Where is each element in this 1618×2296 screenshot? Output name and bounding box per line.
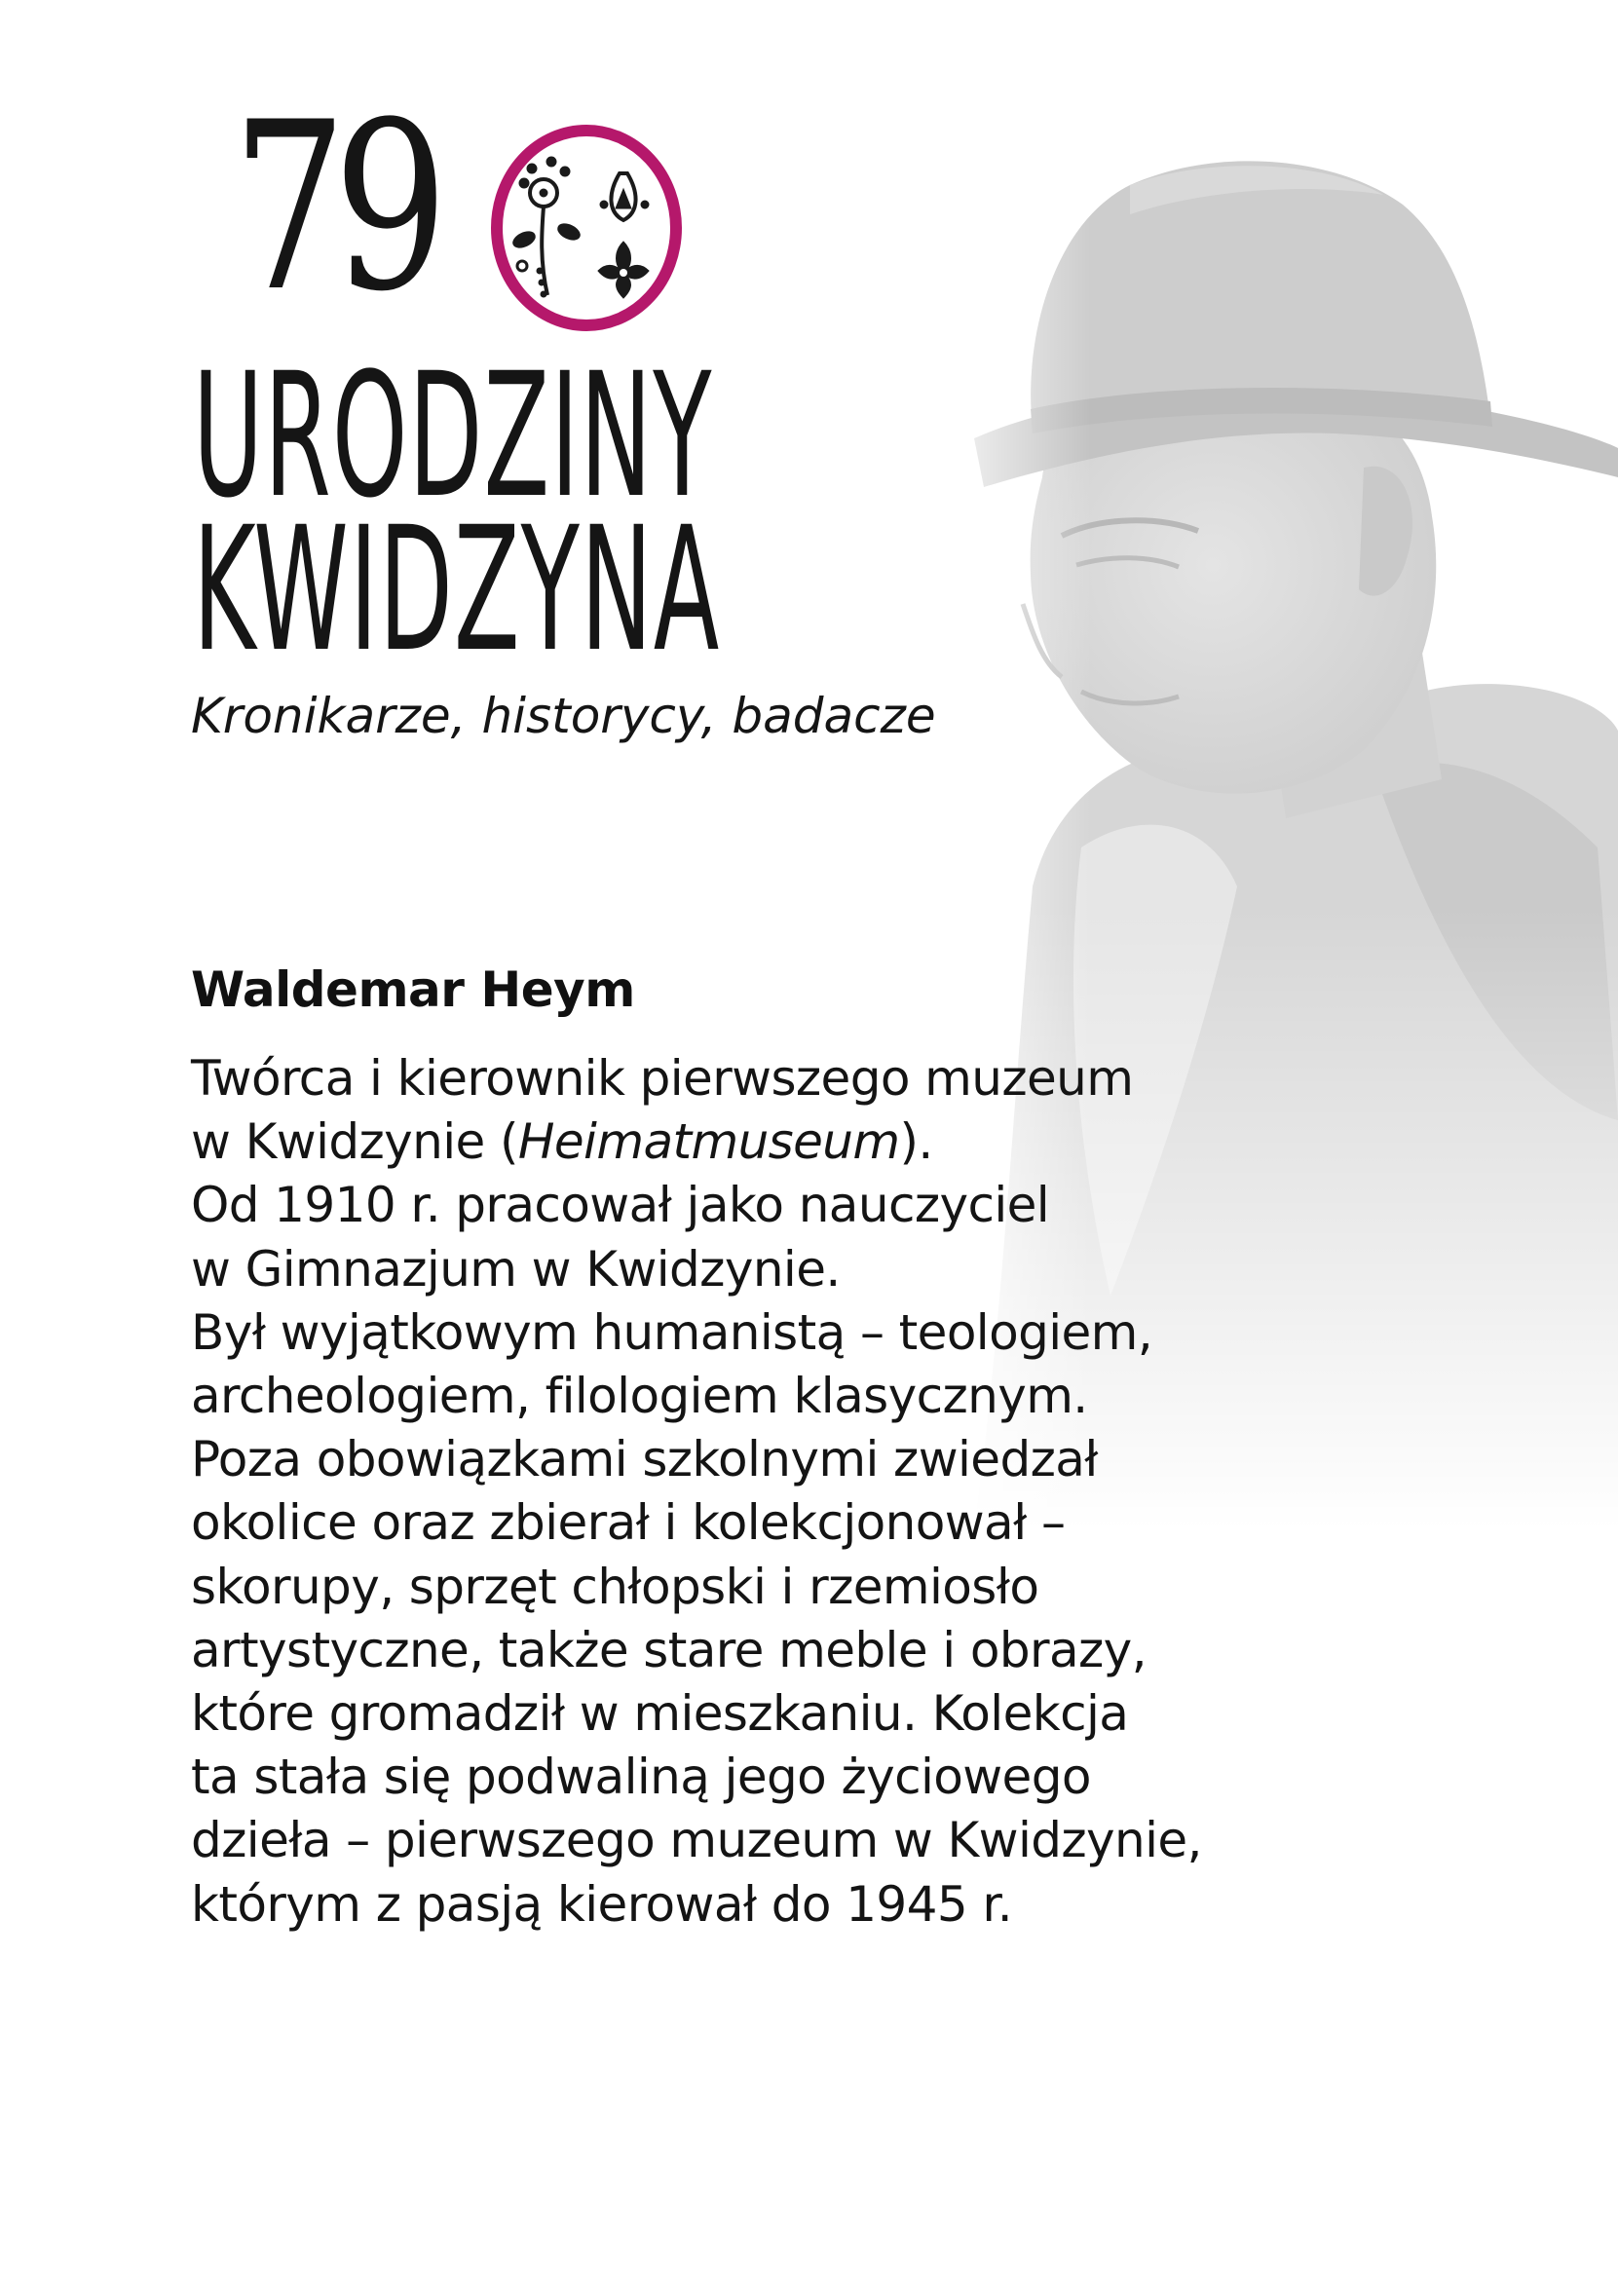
- logo-number: 79: [232, 73, 435, 343]
- logo-zero-ornament: [483, 125, 690, 331]
- bio-line: Od 1910 r. pracował jako nauczyciel: [191, 1177, 1050, 1234]
- bio-line: Był wyjątkowym humanistą – teologiem,: [191, 1303, 1153, 1361]
- bio-line: Poza obowiązkami szkolnymi zwiedzał: [191, 1431, 1098, 1488]
- person-name: Waldemar Heym: [191, 961, 635, 1018]
- bio-line: którym z pasją kierował do 1945 r.: [191, 1875, 1013, 1933]
- biography-text: [191, 1047, 1418, 1937]
- bio-line: w Gimnazjum w Kwidzynie.: [191, 1240, 841, 1298]
- museum-name-italic: Heimatmuseum: [517, 1113, 900, 1171]
- bio-line: archeologiem, filologiem klasycznym.: [191, 1368, 1088, 1425]
- bio-line: które gromadził w mieszkaniu. Kolekcja: [191, 1685, 1129, 1743]
- bio-line: dzieła – pierwszego muzeum w Kwidzynie,: [191, 1812, 1202, 1869]
- logo-line-kwidzyna: KWIDZYNA: [193, 490, 721, 690]
- series-subtitle: Kronikarze, historycy, badacze: [191, 688, 936, 744]
- logo-line-urodziny: URODZINY: [193, 336, 713, 536]
- bio-line: Twórca i kierownik pierwszego muzeum: [191, 1050, 1134, 1107]
- bio-line: skorupy, sprzęt chłopski i rzemiosło: [191, 1558, 1039, 1615]
- bio-line: ta stała się podwaliną jego życiowego: [191, 1749, 1091, 1806]
- bio-line: artystyczne, także stare meble i obrazy,: [191, 1621, 1147, 1678]
- bio-line: w Kwidzynie (Heimatmuseum).: [191, 1113, 933, 1171]
- bio-line: okolice oraz zbierał i kolekcjonował –: [191, 1494, 1066, 1552]
